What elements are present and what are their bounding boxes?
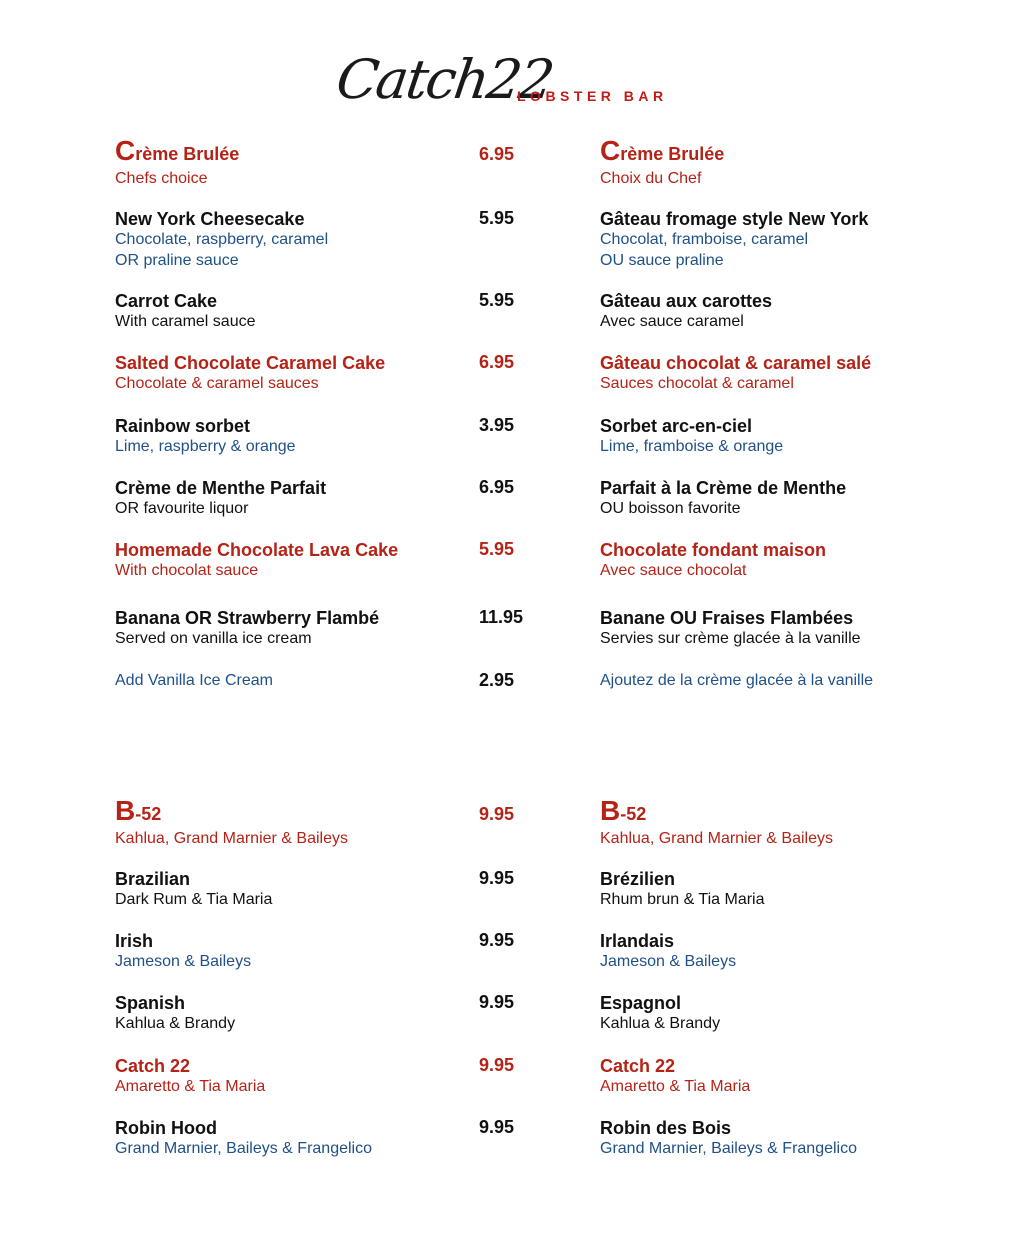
item-description-en: Lime, raspberry & orange [115,438,296,455]
item-name-text: Homemade Chocolate Lava Cake [115,540,399,560]
item-name-en [115,477,326,499]
item-name-fr [600,208,868,230]
item-name-en [115,290,217,312]
item-name-fr [600,1055,675,1077]
item-name-text: Crème de Menthe Parfait [115,478,327,498]
item-description-fr: Sauces chocolat & caramel [600,375,794,392]
item-description-fr: Servies sur crème glacée à la vanille [600,630,861,647]
item-name-text: Chocolate fondant maison [600,540,827,560]
item-price: 6.95 [479,352,515,372]
item-name-fr [600,992,681,1014]
item-name-text: Brazilian [115,869,191,889]
item-name-initial: C [115,135,136,166]
item-name-text: Irlandais [600,931,675,951]
item-name-text: Banana OR Strawberry Flambé [115,608,380,628]
addon-price: 2.95 [479,670,515,690]
addon-row [0,670,1016,730]
menu-item [0,208,1016,268]
menu-item [0,795,1016,862]
item-description-en: Chocolate, raspberry, caramel [115,231,329,248]
item-price: 11.95 [479,607,524,627]
menu-item [0,868,1016,928]
addon-label-fr: Ajoutez de la crème glacée à la vanille [600,672,874,689]
item-name-text: Rainbow sorbet [115,416,251,436]
item-description-fr: Choix du Chef [600,170,702,187]
item-name-fr [600,415,752,437]
item-name-fr [600,607,853,629]
item-price: 9.95 [479,1117,515,1137]
item-description-en: Chocolate & caramel sauces [115,375,319,392]
item-name-fr [600,930,674,952]
item-description-en: OR favourite liquor [115,500,249,517]
item-name-en [115,868,190,890]
item-name-fr [600,477,846,499]
item-name-initial: C [600,135,621,166]
item-name-text: Carrot Cake [115,291,218,311]
item-description-en: Served on vanilla ice cream [115,630,312,647]
item-name-initial: B [115,795,136,826]
item-description-en: OR praline sauce [115,252,239,269]
menu-item [0,135,1016,202]
item-description-fr: OU sauce praline [600,252,724,269]
item-name-text: Banane OU Fraises Flambées [600,608,854,628]
item-price: 9.95 [479,992,515,1012]
menu-item [0,477,1016,537]
item-name-fr [600,539,826,561]
menu-item [0,930,1016,990]
item-name-text: Brézilien [600,869,676,889]
item-name-en [115,539,398,561]
item-description-en: With chocolat sauce [115,562,259,579]
item-description-fr: Rhum brun & Tia Maria [600,891,765,908]
item-name-en [115,992,185,1014]
item-name-en [115,1117,217,1139]
item-name-fr [600,290,772,312]
item-name-en [115,930,153,952]
item-name-fr [600,352,871,374]
item-description-fr: Amaretto & Tia Maria [600,1078,751,1095]
item-description-fr: Jameson & Baileys [600,953,737,970]
item-name-text: rème Brulée [135,144,240,164]
item-price: 6.95 [479,144,515,164]
menu-item [0,1117,1016,1177]
item-description-en: Grand Marnier, Baileys & Frangelico [115,1140,372,1157]
item-name-text: -52 [135,804,162,824]
item-name-text: Parfait à la Crème de Menthe [600,478,847,498]
item-description-en: Kahlua, Grand Marnier & Baileys [115,830,348,847]
restaurant-logo [332,48,697,111]
item-name-text: Robin Hood [115,1118,217,1138]
item-name-text: Gâteau chocolat & caramel salé [600,353,872,373]
logo-tagline: LOBSTER BAR [517,88,668,104]
item-price: 5.95 [479,208,515,228]
item-name-text: New York Cheesecake [115,209,305,229]
item-name-en [115,415,250,437]
item-description-fr: Avec sauce caramel [600,313,744,330]
item-price: 3.95 [479,415,515,435]
item-name-fr [600,868,675,890]
menu-item [0,992,1016,1052]
item-description-en: Jameson & Baileys [115,953,252,970]
item-price: 9.95 [479,930,515,950]
item-name-text: Salted Chocolate Caramel Cake [115,353,386,373]
item-name-text: rème Brulée [620,144,725,164]
item-name-text: Catch 22 [600,1056,676,1076]
item-name-text: Robin des Bois [600,1118,732,1138]
item-description-fr: OU boisson favorite [600,500,741,517]
item-name-en [115,135,240,166]
item-description-en: Dark Rum & Tia Maria [115,891,273,908]
item-name-en [115,1055,190,1077]
item-name-text: Irish [115,931,154,951]
item-name-text: Gâteau fromage style New York [600,209,869,229]
item-price: 9.95 [479,1055,515,1075]
item-name-text: Espagnol [600,993,682,1013]
item-name-text: Gâteau aux carottes [600,291,773,311]
item-description-fr: Chocolat, framboise, caramel [600,231,809,248]
item-description-en: Chefs choice [115,170,208,187]
menu-item [0,1055,1016,1115]
addon-label-en: Add Vanilla Ice Cream [115,672,273,689]
menu-item [0,539,1016,599]
item-price: 5.95 [479,290,515,310]
item-price: 6.95 [479,477,515,497]
item-name-text: Sorbet arc-en-ciel [600,416,753,436]
item-name-fr [600,135,725,166]
logo-script-text: Catch22 [332,48,557,111]
item-description-en: Amaretto & Tia Maria [115,1078,266,1095]
menu-item [0,290,1016,350]
item-name-fr [600,1117,731,1139]
item-price: 5.95 [479,539,515,559]
item-name-text: Spanish [115,993,186,1013]
item-name-en [115,352,385,374]
item-name-en [115,795,162,826]
item-name-text: Catch 22 [115,1056,191,1076]
item-description-en: Kahlua & Brandy [115,1015,236,1032]
item-name-en [115,607,379,629]
item-name-text: -52 [620,804,647,824]
menu-item [0,352,1016,412]
item-description-fr: Kahlua & Brandy [600,1015,721,1032]
item-name-fr [600,795,647,826]
item-description-fr: Lime, framboise & orange [600,438,784,455]
menu-item [0,607,1016,667]
item-description-fr: Grand Marnier, Baileys & Frangelico [600,1140,857,1157]
menu-item [0,415,1016,475]
item-description-fr: Kahlua, Grand Marnier & Baileys [600,830,833,847]
item-description-fr: Avec sauce chocolat [600,562,747,579]
item-price: 9.95 [479,804,515,824]
item-description-en: With caramel sauce [115,313,256,330]
item-name-initial: B [600,795,621,826]
item-name-en [115,208,304,230]
item-price: 9.95 [479,868,515,888]
